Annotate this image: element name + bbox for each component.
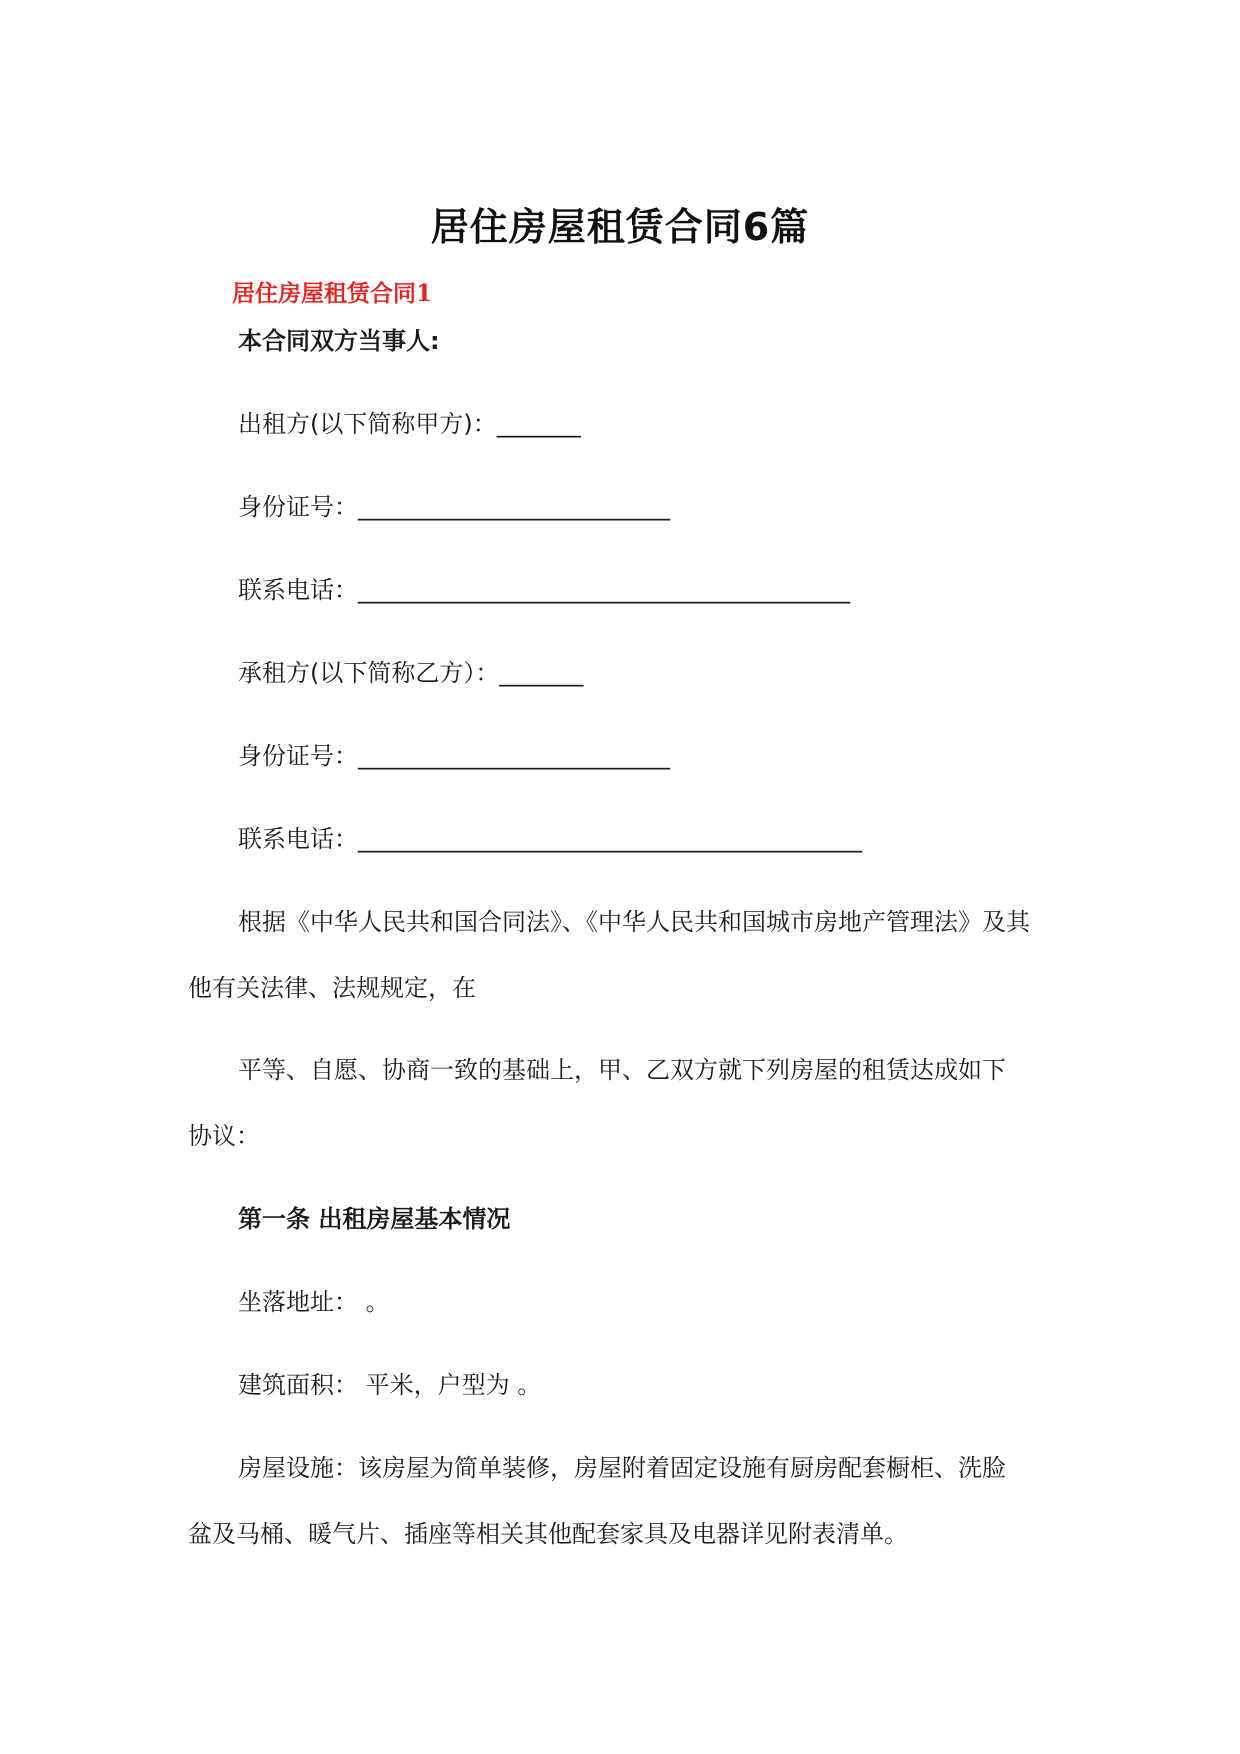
lessee-line: 承租方(以下简称乙方）：_______: [238, 659, 584, 687]
address-line: 坐落地址： 。: [238, 1288, 390, 1316]
facilities-line-1: 房屋设施：该房屋为简单装修，房屋附着固定设施有厨房配套橱柜、洗脸: [238, 1454, 1006, 1482]
article1-heading: 第一条 出租房屋基本情况: [238, 1205, 511, 1233]
lessee-id-line: 身份证号：__________________________: [238, 742, 670, 770]
principle-line-1: 平等、自愿、协商一致的基础上，甲、乙双方就下列房屋的租赁达成如下: [238, 1056, 1006, 1084]
basis-line-1: 根据《中华人民共和国合同法》、《中华人民共和国城市房地产管理法》及其: [238, 908, 1030, 936]
section-title: 居住房屋租赁合同1: [232, 280, 433, 307]
lessee-phone-line: 联系电话：__________________________________________: [238, 825, 862, 853]
lessor-id-line: 身份证号：__________________________: [238, 493, 670, 521]
facilities-line-2: 盆及马桶、暖气片、插座等相关其他配套家具及电器详见附表清单。: [188, 1520, 908, 1548]
basis-line-2: 他有关法律、法规规定，在: [188, 974, 476, 1002]
area-line: 建筑面积： 平米，户型为 。: [238, 1371, 542, 1399]
parties-heading: 本合同双方当事人:: [238, 327, 440, 355]
document-title: 居住房屋租赁合同6篇: [430, 205, 810, 249]
lessor-line: 出租方(以下简称甲方)：_______: [238, 410, 581, 438]
principle-line-2: 协议：: [188, 1122, 260, 1150]
lessor-phone-line: 联系电话：_________________________________________: [238, 576, 850, 604]
